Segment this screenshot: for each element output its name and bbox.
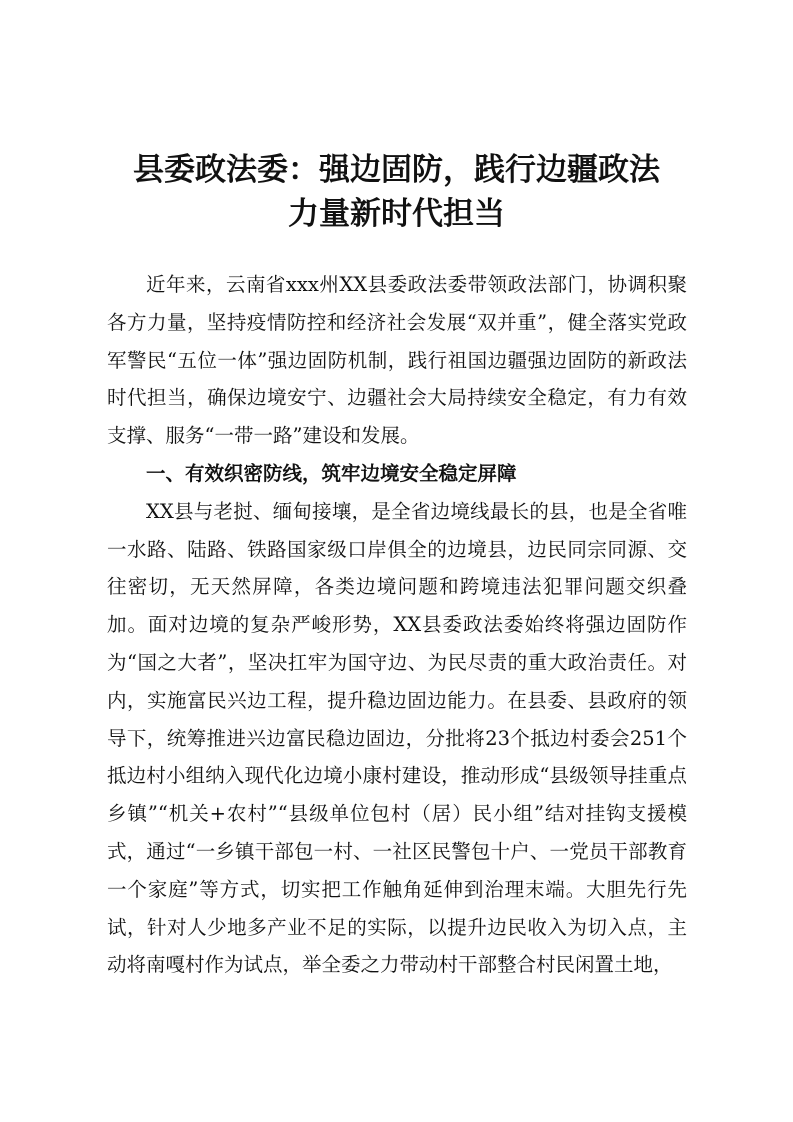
document-body <box>107 266 687 984</box>
intro-paragraph: 近年来，云南省xxx州XX县委政法委带领政法部门，协调积聚各方力量，坚持疫情防控和经济社会发展“双并重”，健全落实党政军警民“五位一体”强边固防机制，践行祖国边疆强边固防的新政法时代担当，确保边境安宁、边疆社会大局持续安全稳定，有力有效支撑、服务“一带一路”建设和发展。 <box>107 273 687 448</box>
document-title-line-1: 县委政法委：强边固防，践行边疆政法 <box>133 152 660 188</box>
section-1-paragraph: XX县与老挝、缅甸接壤，是全省边境线最长的县，也是全省唯一水路、陆路、铁路国家级口岸俱全的边境县，边民同宗同源、交往密切，无天然屏障，各类边境问题和跨境违法犯罪问题交织叠加。面对边境的复杂严峻形势，XX县委政法委始终将强边固防作为“国之大者”，坚决扛牢为国守边、为民尽责的重大政治责任。对内，实施富民兴边工程，提升稳边固边能力。在县委、县政府的领导下，统筹推进兴边富民稳边固边，分批将23个抵边村委会251个抵边村小组纳入现代化边境小康村建设，推动形成“县级领导挂重点乡镇”“机关+农村”“县级单位包村（居）民小组”结对挂钩支援模式，通过“一乡镇干部包一村、一社区民警包十户、一党员干部教育一个家庭”等方式，切实把工作触角延伸到治理末端。大胆先行先试，针对人少地多产业不足的实际，以提升边民收入为切入点，主动将南嘎村作为试点，举全委之力带动村干部整合村民闲置土地， <box>107 499 687 977</box>
document-title-line-2: 力量新时代担当 <box>288 196 505 232</box>
section-1-heading: 一、有效织密防线，筑牢边境安全稳定屏障 <box>146 461 517 485</box>
